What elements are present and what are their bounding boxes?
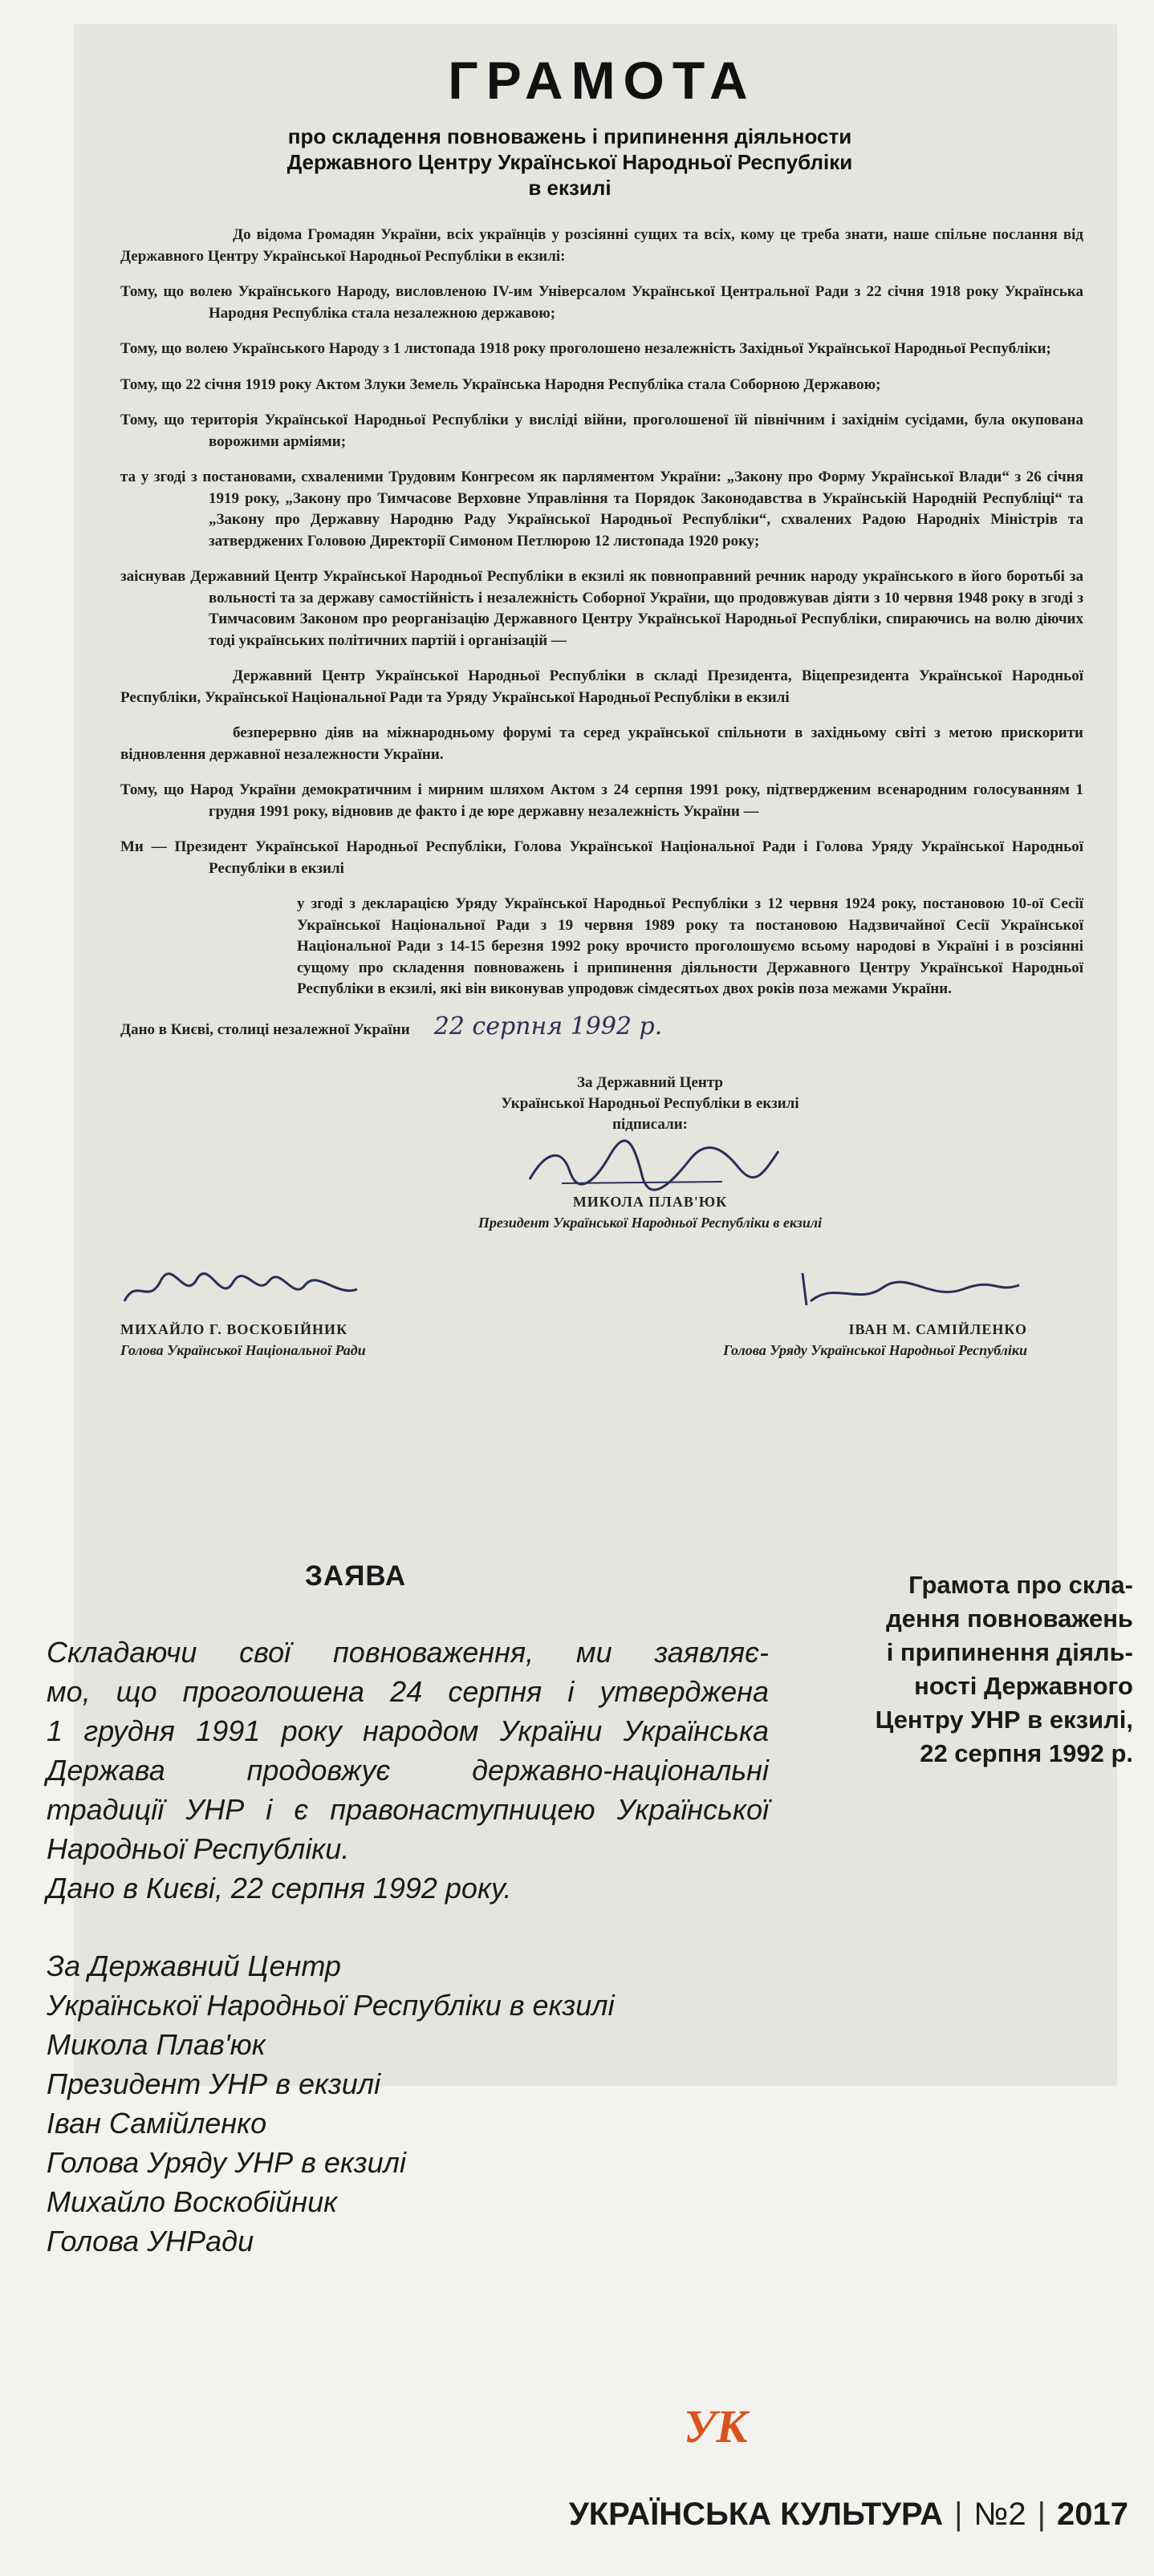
subtitle-line: Державного Центру Української Народньої Республіки [286,150,853,174]
document-paragraph: безперервно діяв на міжнародньому форумі та серед української спільноти в західньому світі з метою прискорити відновлення державної незалежности України. [120,724,1083,763]
right-signer-role: Голова Уряду Української Народньої Республіки [723,1342,1027,1358]
right-signer-name: ІВАН М. САМІЙЛЕНКО [848,1321,1027,1337]
left-signature-block [120,1265,538,1361]
caption-line: ності Державного [914,1672,1133,1700]
document-paragraph: Тому, що волею Українського Народу, висловленою IV-им Універсалом Української Центральної Ради з 22 січня 1918 року Українська Народня Республіка стала незалежною державою; [120,283,1083,322]
left-signer-role: Голова Української Національної Ради [120,1342,366,1358]
signatures-header-line: Української Народньої Республіки в екзилі [501,1095,799,1112]
president-signature-block [120,1073,1083,1233]
document-paragraph: До відома Громадян України, всіх українців у розсіянні сущих та всіх, кому це треба знати, наше спільне послання від Державного Центру Української Народньої Республіки в екзилі: [120,226,1083,265]
document-paragraph: Тому, що волею Українського Народу з 1 листопада 1918 року проголошено незалежність Західньої Української Народньої Республіки; [120,340,1051,357]
right-signature-block [666,1265,1083,1361]
lower-signatures [120,1265,1083,1361]
handwritten-date: 22 серпня 1992 р. [433,1012,663,1041]
president-signature-scribble [217,1135,1083,1191]
document-paragraph: Тому, що територія Української Народньої Республіки у висліді війни, проголошеної їй північним і західнім сусідами, була окупована ворожими арміями; [120,412,1083,450]
statement-line: Дано в Києві, 22 серпня 1992 року. [47,1872,512,1905]
caption-line: Центру УНР в екзилі, [875,1706,1133,1734]
statement-line: Держава продовжує державно-національні [47,1754,769,1787]
issue-year: 2017 [1057,2497,1128,2532]
gramota-document [120,48,1083,1361]
statement-line: традиції УНР і є правонаступницею Української [47,1793,769,1826]
caption-line: і припинення діяль- [886,1638,1133,1666]
president-name: МИКОЛА ПЛАВ'ЮК [572,1194,728,1210]
footer-separator: | [1037,2497,1046,2532]
document-paragraph: Державний Центр Української Народньої Республіки в складі Президента, Віцепрезидента Української Народньої Республіки, Української Національної Ради та Уряду Української Народньої Республіки в екзилі [120,667,1083,706]
document-paragraph: та у згоді з постановами, схваленими Трудовим Конгресом як парляментом України: „Закону про Форму Української Влади“ з 26 січня 1919 року, „Закону про Тимчасове Верховне Управління та Порядок Законодавства в Українській Народній Республіці“ та „Закону про Державну Народню Раду Української Народньої Республіки“, схвалених Радою Народніх Міністрів та затверджених Головою Директорії Симоном Петлюрою 12 листопада 1920 року; [120,469,1083,550]
magazine-name: УКРАЇНСЬКА КУЛЬТУРА [568,2497,944,2532]
statement-body [47,1633,769,2261]
signature-icon [514,1135,786,1191]
signer-line: Голова УНРади [47,2225,254,2258]
statement-title: ЗАЯВА [305,1560,407,1592]
magazine-logo: УК [684,2400,748,2452]
signer-line: Президент УНР в екзилі [47,2067,381,2100]
signatures-header-line: За Державний Центр [576,1074,723,1091]
statement-signers [47,1946,769,2261]
statement-line: Складаючи свої повноваження, ми заявляє- [47,1636,769,1669]
document-paragraph: у згоді з декларацією Уряду Української Народньої Республіки з 12 червня 1924 року, постановою 10-ої Сесії Української Національної Ради з 19 червня 1989 року та постановою Надзвичайної Сесії Української Національної Ради з 14-15 березня 1992 року врочисто проголошуємо всьому народові в Україні і в розсіянні сущому про складення повноважень і припинення діяльности Державного Центру Української Народньої Республіки в екзилі, які він виконував упродовж сімдесятьох двох років поза межами України. [297,895,1083,997]
signatures-header-line: підписали: [612,1116,688,1133]
document-body [120,225,1083,1361]
signature-icon [786,1265,1027,1313]
signer-line: Михайло Воскобійник [47,2185,338,2218]
document-subtitle [169,124,971,201]
subtitle-line: про складення повноважень і припинення діяльности [287,124,852,148]
signature-icon [120,1265,361,1313]
statement-line: 1 грудня 1991 року народом України Українська [47,1714,769,1747]
document-paragraph: заіснував Державний Центр Української Народньої Республіки в екзилі як повноправний речник народу українського в його боротьбі за вольності та за державу самостійність і незалежність Соборної України, що продовжував діяти з 10 червня 1948 року в згоді з Тимчасовим Законом про реорганізацію Державного Центру Української Народньої Республіки, спираючись на волю діючих тоді українських політичних партій і організацій — [120,568,1083,649]
caption-line: Грамота про скла- [908,1571,1133,1599]
document-paragraph: Ми — Президент Української Народньої Республіки, Голова Української Національної Ради і Голова Уряду Української Народньої Республіки в екзилі [120,838,1083,877]
statement-line: мо, що проголошена 24 серпня і утверджена [47,1675,769,1708]
caption-line: дення повноважень [886,1604,1133,1633]
footer-separator: | [954,2497,963,2532]
signer-line: Голова Уряду УНР в екзилі [47,2146,406,2179]
issue-number: №2 [973,2497,1026,2532]
statement-line: Народньої Республіки. [47,1832,350,1865]
president-role: Президент Української Народньої Республіки в екзилі [477,1215,823,1231]
place-label: Дано в Києві, столиці незалежної України [120,1020,410,1038]
document-paragraph: Тому, що Народ України демократичним і мирним шляхом Актом з 24 серпня 1991 року, підтвердженим всенародним голосуванням 1 грудня 1991 року, відновив де факто і де юре державну незалежність України — [120,781,1083,820]
page-footer [569,2497,1128,2533]
image-caption [835,1568,1133,1771]
signer-line: За Державний Центр [47,1949,341,1982]
signer-line: Української Народньої Республіки в екзилі [47,1989,615,2022]
subtitle-line: в екзилі [528,176,612,200]
place-and-date [120,1012,1083,1041]
left-signer-name: МИХАЙЛО Г. ВОСКОБІЙНИК [120,1321,348,1337]
document-paragraph: Тому, що 22 січня 1919 року Актом Злуки Земель Українська Народня Республіка стала Соборною Державою; [120,375,881,393]
caption-line: 22 серпня 1992 р. [920,1739,1133,1767]
signer-line: Іван Самійленко [47,2107,267,2140]
document-title: ГРАМОТА [448,51,756,110]
signer-line: Микола Плав'юк [47,2028,266,2061]
